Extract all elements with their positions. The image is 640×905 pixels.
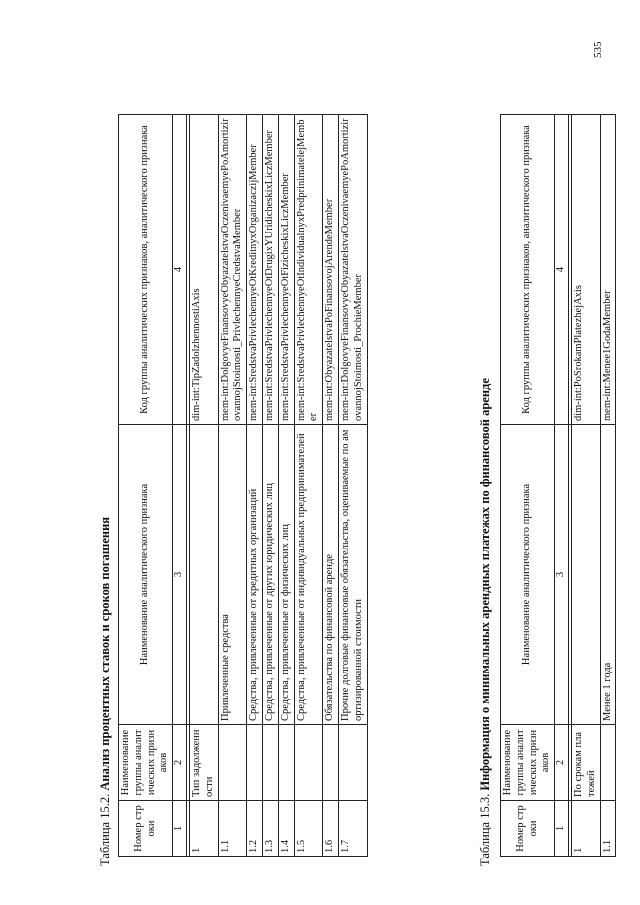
row-name: Обязательства по финансовой аренде (323, 425, 339, 725)
table-row (247, 115, 263, 857)
row-number: 1.1 (600, 801, 616, 857)
table-row (323, 115, 339, 857)
table1-header-name: Наименование аналитического признака (119, 425, 173, 725)
row-code: mem-int:ObyazatelstvaPoFinansovojArendeMember (323, 115, 339, 425)
row-number: 1 (571, 801, 600, 857)
row-name: Привлеченные средства (218, 425, 247, 725)
table1-colnum-3: 3 (173, 425, 187, 725)
table2 (500, 114, 616, 857)
table-row (262, 115, 278, 857)
row-code: mem-int:SredstvaPrivlechennyeOtDrugixYUridicheskixLiczMember (262, 115, 278, 425)
row-group (600, 725, 616, 801)
row-group (247, 725, 263, 801)
row-group: Тип задолженности (189, 725, 218, 801)
table1-colnum-2: 2 (173, 725, 187, 801)
table-row (338, 115, 367, 857)
row-name: Средства, привлеченные от индивидуальных предпринимателей (294, 425, 323, 725)
row-number: 1.4 (278, 801, 294, 857)
table1-header-code: Код группы аналитических признаков, аналитического признака (119, 115, 173, 425)
row-code: dim-int:PoSrokamPlatezhejAxis (571, 115, 600, 425)
row-name (571, 425, 600, 725)
table-row (294, 115, 323, 857)
row-name: Средства, привлеченные от кредитных организаций (247, 425, 263, 725)
row-code: dim-int:TipZadolzhennostiAxis (189, 115, 218, 425)
table2-caption-title: Информация о минимальных арендных платежах по финансовой аренде (478, 378, 492, 791)
table1-header-row (119, 115, 173, 857)
table2-header-name: Наименование аналитического признака (501, 425, 555, 725)
table1-container (118, 114, 368, 857)
table2-colnum-2: 2 (555, 725, 569, 801)
table2-colnum-1: 1 (555, 801, 569, 857)
row-name: Средства, привлеченные от физических лиц (278, 425, 294, 725)
table-row (189, 115, 218, 857)
table2-header-code: Код группы аналитических признаков, аналитического признака (501, 115, 555, 425)
table1 (118, 114, 368, 857)
table2-caption-prefix: Таблица 15.3. (478, 793, 492, 866)
row-group (323, 725, 339, 801)
table2-header-row (501, 115, 555, 857)
row-name: Менее 1 года (600, 425, 616, 725)
table2-caption (478, 378, 493, 866)
row-name: Средства, привлеченные от других юридических лиц (262, 425, 278, 725)
table1-caption-title: Анализ процентных ставок и сроков погашения (98, 516, 112, 791)
row-name (189, 425, 218, 725)
table-row (218, 115, 247, 857)
table1-caption-prefix: Таблица 15.2. (98, 793, 112, 866)
row-group (262, 725, 278, 801)
row-group: По срокам платежей (571, 725, 600, 801)
table2-colnum-3: 3 (555, 425, 569, 725)
table-row (278, 115, 294, 857)
table-row (600, 115, 616, 857)
page-number: 535 (592, 41, 604, 58)
table2-header-num: Номер строки (501, 801, 555, 857)
table1-caption (98, 517, 113, 866)
row-name: Прочие долговые финансовые обязательства, оцениваемые по амортизированной стоимости (338, 425, 367, 725)
table1-header-group: Наименование группы аналитических признаков (119, 725, 173, 801)
row-number: 1 (189, 801, 218, 857)
row-number: 1.2 (247, 801, 263, 857)
row-code: mem-int:DolgovyeFinansovyeObyazatelstvaOczenivaemyePoAmortizirovannojStoimosti_PrivlechennyeCredstvaMember (218, 115, 247, 425)
row-number: 1.6 (323, 801, 339, 857)
row-group (218, 725, 247, 801)
table2-container (500, 114, 616, 857)
table1-colnum-1: 1 (173, 801, 187, 857)
row-group (294, 725, 323, 801)
table1-colnum-4: 4 (173, 115, 187, 425)
table1-colnum-row (173, 115, 187, 857)
row-code: mem-int:SredstvaPrivlechennyeOtFizicheskixLiczMember (278, 115, 294, 425)
row-number: 1.3 (262, 801, 278, 857)
row-number: 1.5 (294, 801, 323, 857)
row-number: 1.7 (338, 801, 367, 857)
table2-header-group: Наименование группы аналитических признаков (501, 725, 555, 801)
table-row (571, 115, 600, 857)
table1-header-num: Номер строки (119, 801, 173, 857)
row-code: mem-int:SredstvaPrivlechennyeOtKreditnyxOrganizaczijMember (247, 115, 263, 425)
row-number: 1.1 (218, 801, 247, 857)
table2-colnum-row (555, 115, 569, 857)
row-group (338, 725, 367, 801)
row-code: mem-int:DolgovyeFinansovyeObyazatelstvaOczenivaemyePoAmortizirovannojStoimosti_ProchieMember (338, 115, 367, 425)
row-code: mem-int:Menee1GodaMember (600, 115, 616, 425)
table2-colnum-4: 4 (555, 115, 569, 425)
row-code: mem-int:SredstvaPrivlechennyeOtIndividualnyxPredprinimatelejMember (294, 115, 323, 425)
row-group (278, 725, 294, 801)
